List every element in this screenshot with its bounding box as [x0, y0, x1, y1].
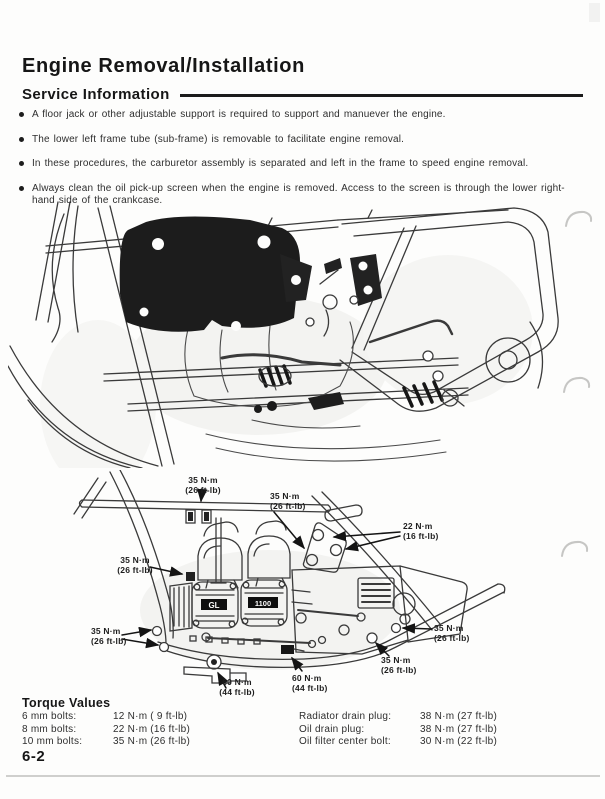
torque-callout: 35 N·m (26 ft-lb) [381, 655, 417, 675]
torque-label: 10 mm bolts: [22, 736, 83, 747]
torque-value: 38 N·m (27 ft-lb) [420, 723, 498, 735]
torque-values-table [22, 711, 580, 747]
torque-callout: 35 N·m (26 ft-lb) [270, 491, 306, 511]
bullet-text: A floor jack or other adjustable support is required to support and manuever the engine. [32, 109, 446, 120]
engine-badge-1100: 1100 [254, 599, 272, 608]
section-heading: Service Information [22, 86, 170, 103]
bullet-icon [19, 186, 24, 191]
torque-label: Oil filter center bolt: [299, 736, 391, 747]
scan-smudge [589, 3, 600, 22]
bullet-text: Always clean the oil pick-up screen when the engine is removed. Access to the screen is through the lower right-hand side of the crankcase. [32, 182, 565, 206]
bullet-text: In these procedures, the carburetor assembly is separated and left in the frame to speed engine removal. [32, 158, 529, 169]
torque-values-heading: Torque Values [22, 696, 111, 710]
torque-value: 35 N·m (26 ft-lb) [113, 736, 191, 747]
torque-value: 12 N·m ( 9 ft-lb) [113, 711, 188, 722]
torque-label: Oil drain plug: [299, 723, 365, 735]
torque-callout: 35 N·m (26 ft-lb) [91, 626, 127, 646]
engine-torque-diagram [60, 470, 520, 708]
mount-bracket [280, 254, 382, 306]
bullet-icon [19, 161, 24, 166]
list-item [19, 158, 577, 170]
engine-frame-drawing [8, 200, 568, 468]
bullet-icon [19, 137, 24, 142]
torque-label: Radiator drain plug: [299, 711, 392, 722]
torque-callout: 22 N·m (16 ft-lb) [403, 521, 439, 541]
bullet-text: The lower left frame tube (sub-frame) is removable to facilitate engine removal. [32, 133, 405, 145]
page-title: Engine Removal/Installation [22, 55, 305, 77]
heat-guard-panel [120, 216, 300, 331]
torque-callout: 60 N·m (44 ft-lb) [219, 677, 255, 697]
front-fork [36, 202, 78, 342]
section-header [22, 86, 583, 103]
page-number: 6-2 [22, 748, 46, 765]
torque-label: 6 mm bolts: [22, 711, 77, 722]
torque-callout: 35 N·m (26 ft-lb) [434, 623, 470, 643]
section-rule [180, 94, 583, 97]
torque-value: 22 N·m (16 ft-lb) [113, 723, 191, 735]
bullet-icon [19, 112, 24, 117]
list-item [19, 134, 577, 146]
torque-value: 30 N·m (22 ft-lb) [420, 736, 498, 747]
torque-label: 8 mm bolts: [22, 723, 77, 735]
torque-callout: 35 N·m (26 ft-lb) [117, 555, 153, 575]
torque-callout: 60 N·m (44 ft-lb) [292, 673, 328, 693]
list-item [19, 109, 577, 121]
torque-callout: 35 N·m (26 ft-lb) [185, 475, 221, 495]
footer-rule [6, 775, 600, 777]
engine-frame-diagram [8, 200, 568, 468]
engine-badge-gl: GL [208, 601, 220, 610]
torque-value: 38 N·m (27 ft-lb) [420, 711, 498, 722]
